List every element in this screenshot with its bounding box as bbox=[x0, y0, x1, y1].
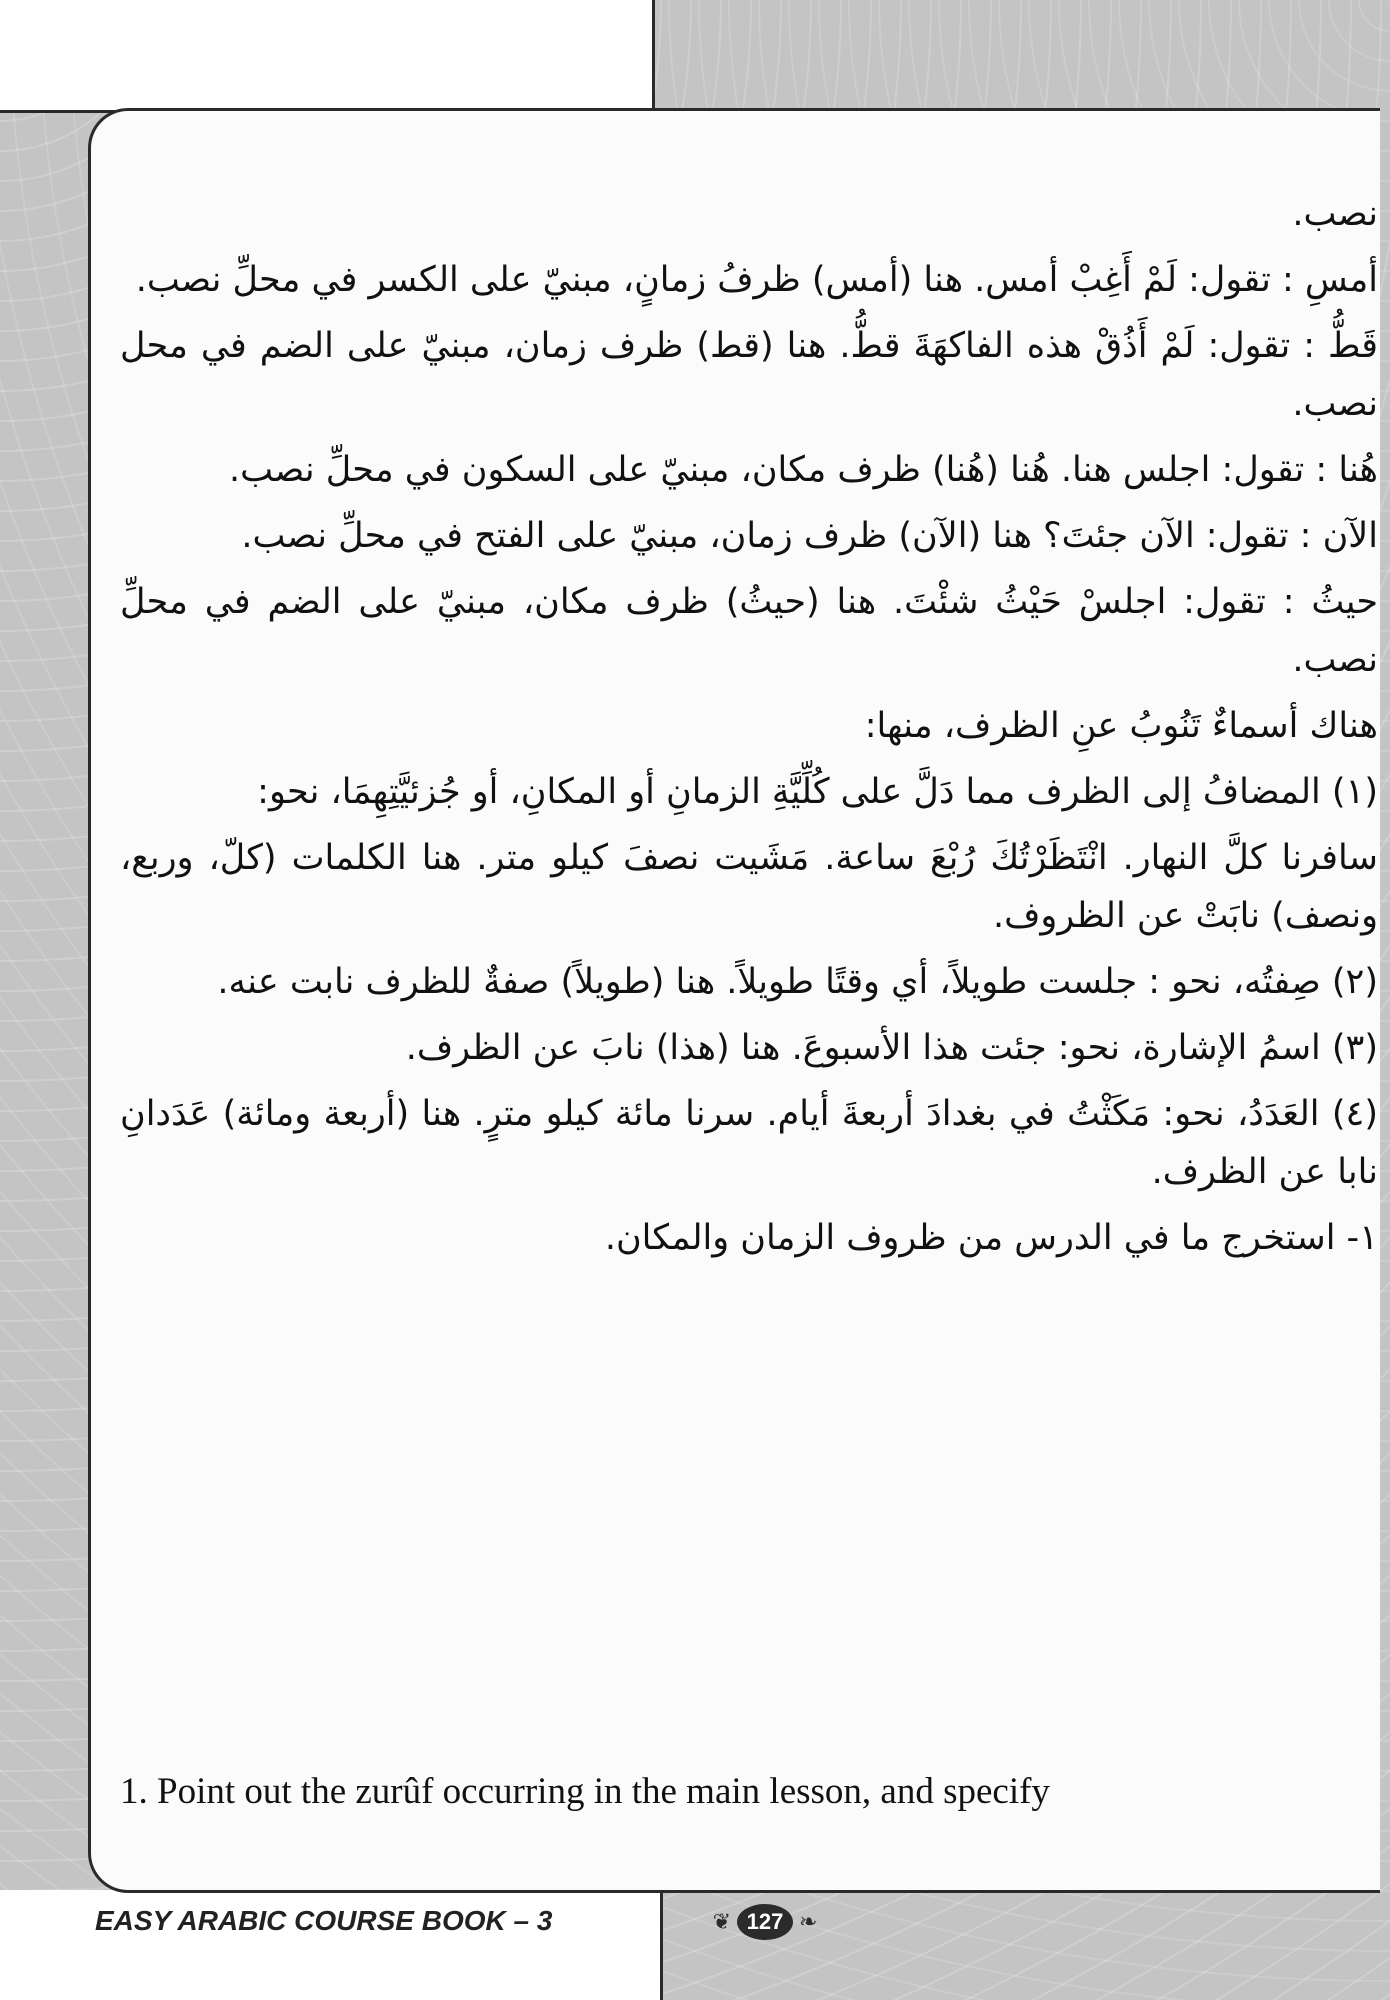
paragraph-4: الآن : تقول: الآن جئتَ؟ هنا (الآن) ظرف زمان، مبنيّ على الفتح في محلِّ نصب. bbox=[241, 516, 1378, 556]
paragraph-11: (٤) العَدَدُ، نحو: مَكَثْتُ في بغدادَ أربعةَ أيام. سرنا مائة كيلو مترٍ. هنا (أربعة ومائة) عَدَدانِ نابا عن الظرف. bbox=[120, 1094, 1378, 1192]
paragraph-7: (١) المضافُ إلى الظرف مما دَلَّ على كُلِّيَّةِ الزمانِ أو المكانِ، أو جُزئيَّتِهِمَا، نحو: bbox=[257, 772, 1378, 812]
paragraph-9: (٢) صِفتُه، نحو : جلست طويلاً، أي وقتًا طويلاً. هنا (طويلاً) صفةٌ للظرف نابت عنه. bbox=[217, 962, 1378, 1002]
paragraph-2: قَطُّ : تقول: لَمْ أَذُقْ هذه الفاكهَةَ قطُّ. هنا (قط) ظرف زمان، مبنيّ على الضم في محل نصب. bbox=[120, 326, 1378, 424]
paragraph-12: ١- استخرج ما في الدرس من ظروف الزمان والمكان. bbox=[604, 1218, 1378, 1258]
arabic-text-body bbox=[120, 185, 1378, 1275]
paragraph-0: نصب. bbox=[1292, 194, 1378, 234]
paragraph-6: هناك أسماءٌ تَنُوبُ عنِ الظرف، منها: bbox=[864, 706, 1378, 746]
paragraph-1: أمسِ : تقول: لَمْ أَغِبْ أمس. هنا (أمس) ظرفُ زمانٍ، مبنيّ على الكسر في محلِّ نصب. bbox=[135, 260, 1378, 300]
page-number: 127 bbox=[737, 1904, 793, 1940]
paragraph-10: (٣) اسمُ الإشارة، نحو: جئت هذا الأسبوعَ. هنا (هذا) نابَ عن الظرف. bbox=[405, 1028, 1378, 1068]
ornament-right-icon: ❧ bbox=[799, 1909, 818, 1935]
page-number-badge bbox=[690, 1900, 840, 1944]
book-title: EASY ARABIC COURSE BOOK – 3 bbox=[95, 1905, 553, 1936]
ornament-left-icon: ❦ bbox=[712, 1909, 731, 1935]
paragraph-8: سافرنا كلَّ النهار. انْتَظَرْتُكَ رُبْعَ ساعة. مَشَيت نصفَ كيلو متر. هنا الكلمات (كلّ، وربع، ونصف) نابَتْ عن الظروف. bbox=[120, 838, 1378, 936]
top-tab bbox=[0, 0, 655, 113]
paragraph-5: حيثُ : تقول: اجلسْ حَيْثُ شئْتَ. هنا (حيثُ) ظرف مكان، مبنيّ على الضم في محلِّ نصب. bbox=[120, 582, 1378, 680]
paragraph-3: هُنا : تقول: اجلس هنا. هُنا (هُنا) ظرف مكان، مبنيّ على السكون في محلِّ نصب. bbox=[229, 450, 1378, 490]
english-exercise-line: 1. Point out the zurûf occurring in the main lesson, and specify bbox=[120, 1771, 1050, 1812]
